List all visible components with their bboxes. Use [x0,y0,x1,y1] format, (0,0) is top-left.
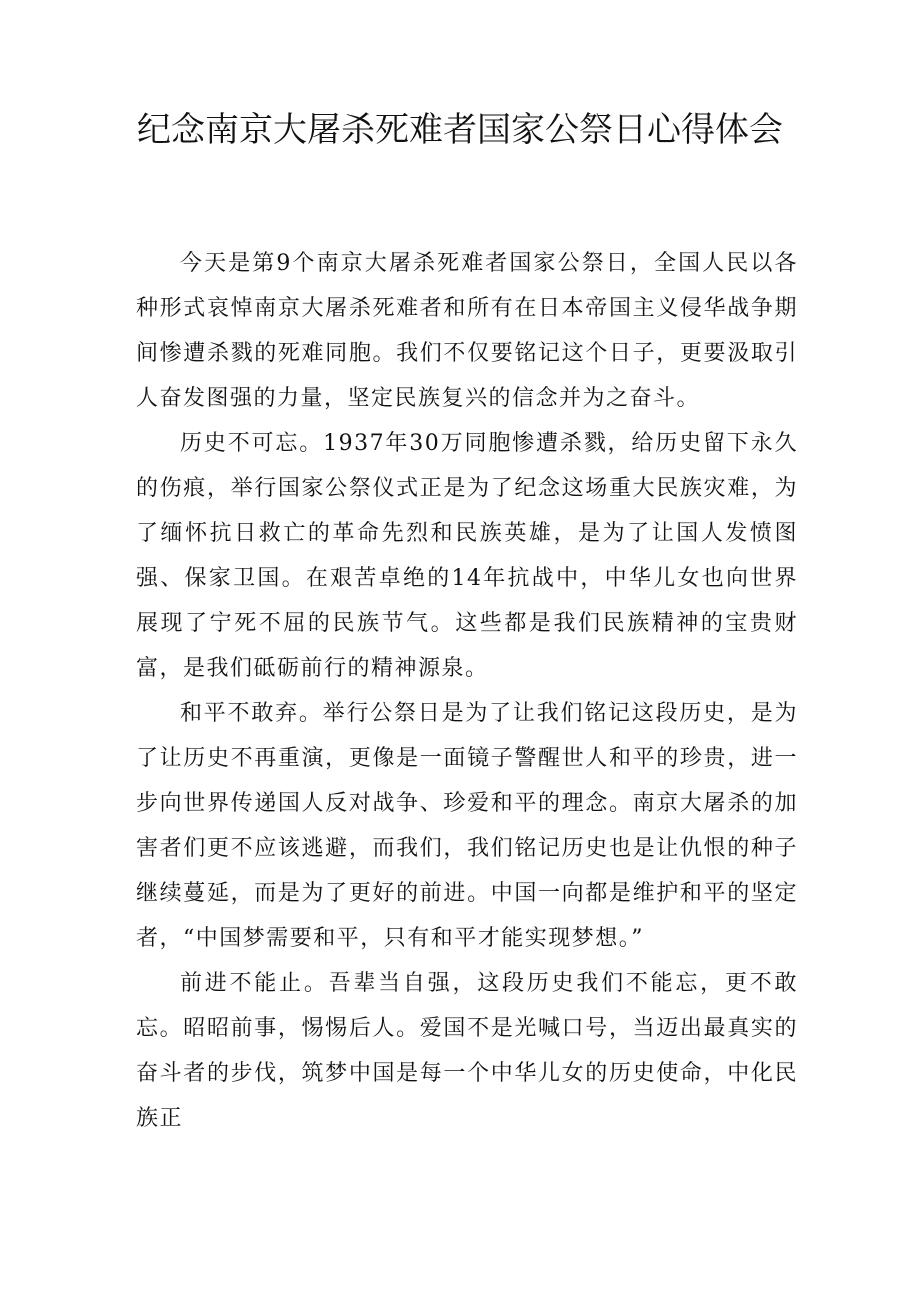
paragraph-1: 今天是第9个南京大屠杀死难者国家公祭日，全国人民以各种形式哀悼南京大屠杀死难者和所有在日本帝国主义侵华战争期间惨遭杀戮的死难同胞。我们不仅要铭记这个日子，更要汲取引人奋发图强的力量，坚定民族复兴的信念并为之奋斗。 [136,251,798,411]
paragraph-3: 和平不敢弃。举行公祭日是为了让我们铭记这段历史，是为了让历史不再重演，更像是一面镜子警醒世人和平的珍贵，进一步向世界传递国人反对战争、珍爱和平的理念。南京大屠杀的加害者们更不应该逃避，而我们，我们铭记历史也是让仇恨的种子继续蔓延，而是为了更好的前进。中国一向都是维护和平的坚定者，“中国梦需要和平，只有和平才能实现梦想。” [136,701,798,951]
paragraph-2: 历史不可忘。1937年30万同胞惨遭杀戮，给历史留下永久的伤痕，举行国家公祭仪式正是为了纪念这场重大民族灾难，为了缅怀抗日救亡的革命先烈和民族英雄，是为了让国人发愤图强、保家卫国。在艰苦卓绝的14年抗战中，中华儿女也向世界展现了宁死不屈的民族节气。这些都是我们民族精神的宝贵财富，是我们砥砺前行的精神源泉。 [136,431,798,681]
paragraph-4: 前进不能止。吾辈当自强，这段历史我们不能忘，更不敢忘。昭昭前事，惕惕后人。爱国不是光喊口号，当迈出最真实的奋斗者的步伐，筑梦中国是每一个中华儿女的历史使命，中化民族正 [136,971,798,1131]
document-body [136,241,798,1141]
document-title: 纪念南京大屠杀死难者国家公祭日心得体会 [137,110,783,150]
